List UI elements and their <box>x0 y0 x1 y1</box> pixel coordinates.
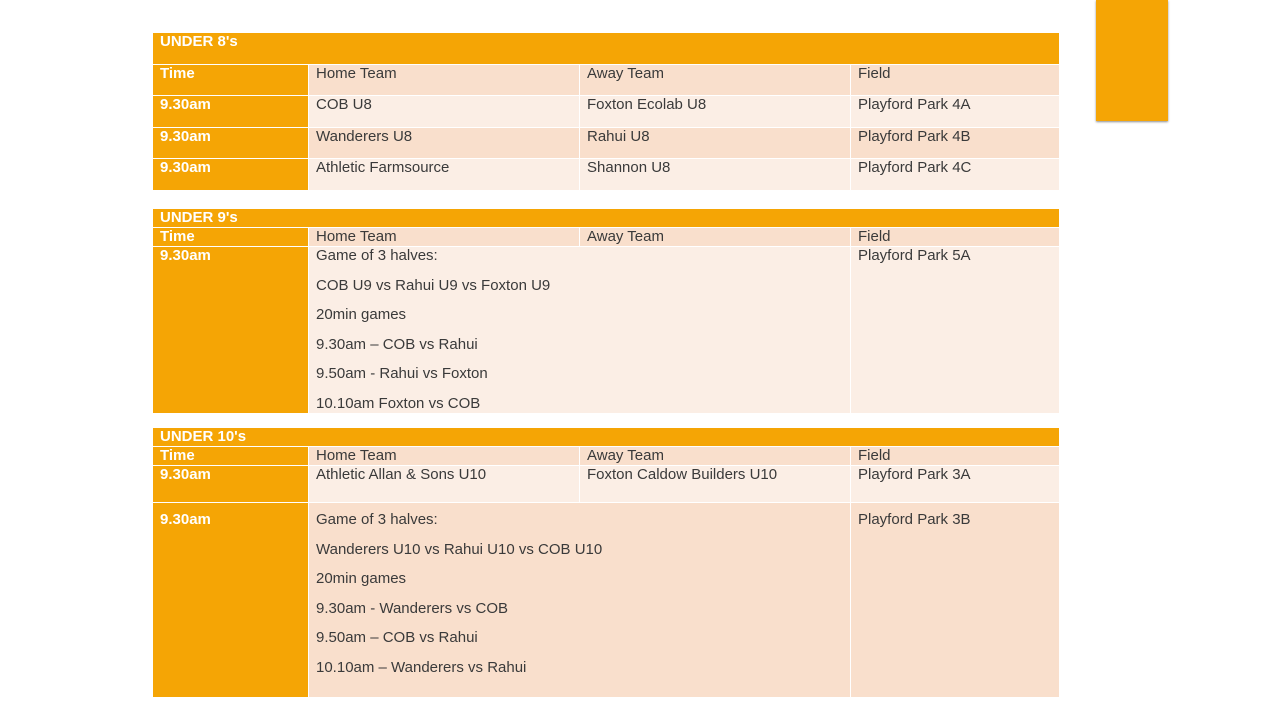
header-field: Field <box>851 447 1060 466</box>
away-team: Foxton Ecolab U8 <box>580 96 851 128</box>
game-line: 9.50am – COB vs Rahui <box>316 629 478 646</box>
under-9-table <box>152 208 1060 414</box>
under-10-table <box>152 427 1060 698</box>
match-time: 9.30am <box>153 247 309 414</box>
header-home-team: Home Team <box>309 447 580 466</box>
field: Playford Park 3B <box>851 503 1060 698</box>
header-home-team: Home Team <box>309 65 580 96</box>
game-line: 20min games <box>316 306 407 323</box>
home-team: COB U8 <box>309 96 580 128</box>
header-away-team: Away Team <box>580 228 851 247</box>
game-line: Wanderers U10 vs Rahui U10 vs COB U10 <box>316 540 603 558</box>
away-team: Rahui U8 <box>580 128 851 159</box>
game-line: 20min games <box>316 570 407 587</box>
header-away-team: Away Team <box>580 447 851 466</box>
game-details <box>309 503 851 698</box>
field: Playford Park 5A <box>851 247 1060 414</box>
table-row <box>153 466 1060 503</box>
match-time: 9.30am <box>153 159 309 191</box>
table-header-row <box>153 447 1060 466</box>
header-field: Field <box>851 65 1060 96</box>
game-line: 9.30am - Wanderers vs COB <box>316 599 509 617</box>
under-10-title: UNDER 10's <box>153 428 1060 447</box>
home-team: Athletic Farmsource <box>309 159 580 191</box>
game-line: 10.10am – Wanderers vs Rahui <box>316 658 527 676</box>
field: Playford Park 3A <box>851 466 1060 503</box>
table-row <box>153 159 1060 191</box>
game-line: Game of 3 halves: <box>316 511 438 528</box>
header-away-team: Away Team <box>580 65 851 96</box>
match-time: 9.30am <box>153 503 309 698</box>
match-time: 9.30am <box>153 128 309 159</box>
table-header-row <box>153 65 1060 96</box>
field: Playford Park 4C <box>851 159 1060 191</box>
table-row <box>153 503 1060 698</box>
table-row <box>153 247 1060 414</box>
home-team: Athletic Allan & Sons U10 <box>309 466 580 503</box>
field: Playford Park 4A <box>851 96 1060 128</box>
under-8-table <box>152 32 1060 191</box>
match-time: 9.30am <box>153 96 309 128</box>
header-field: Field <box>851 228 1060 247</box>
game-details <box>309 247 851 414</box>
home-team: Wanderers U8 <box>309 128 580 159</box>
header-home-team: Home Team <box>309 228 580 247</box>
game-line: COB U9 vs Rahui U9 vs Foxton U9 <box>316 276 551 294</box>
table-row <box>153 128 1060 159</box>
field: Playford Park 4B <box>851 128 1060 159</box>
table-header-row <box>153 228 1060 247</box>
header-time: Time <box>153 228 309 247</box>
header-time: Time <box>153 65 309 96</box>
game-line: 9.50am - Rahui vs Foxton <box>316 365 488 382</box>
game-line: 9.30am – COB vs Rahui <box>316 335 478 353</box>
game-line: 10.10am Foxton vs COB <box>316 394 481 412</box>
under-8-title: UNDER 8's <box>153 33 1060 65</box>
under-9-title: UNDER 9's <box>153 209 1060 228</box>
header-time: Time <box>153 447 309 466</box>
game-line: Game of 3 halves: <box>316 247 438 264</box>
match-time: 9.30am <box>153 466 309 503</box>
away-team: Foxton Caldow Builders U10 <box>580 466 851 503</box>
away-team: Shannon U8 <box>580 159 851 191</box>
table-row <box>153 96 1060 128</box>
orange-accent-block <box>1096 0 1168 121</box>
